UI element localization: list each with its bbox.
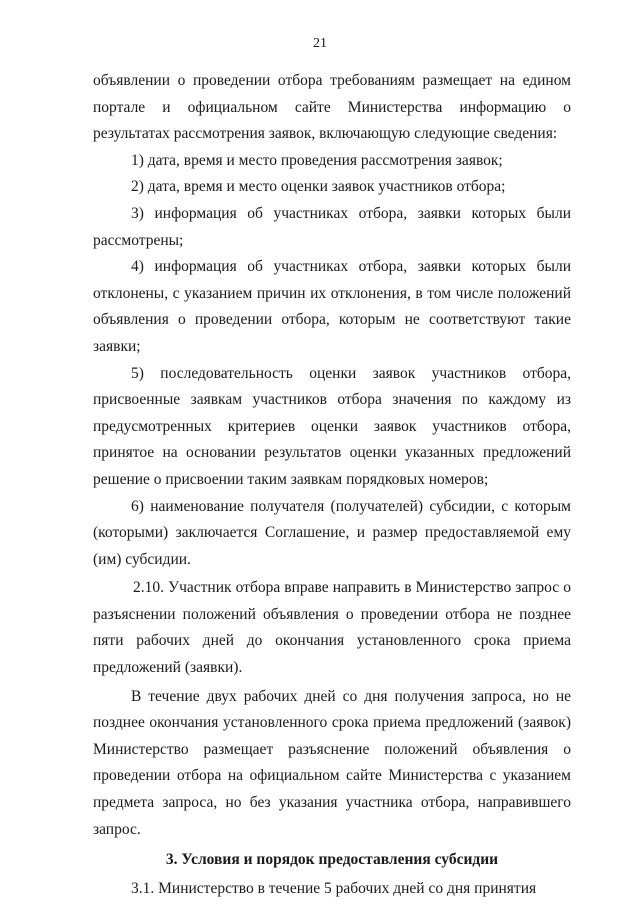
paragraph-clarification: В течение двух рабочих дней со дня получения запроса, но не позднее окончания установленного срока приема предложений (заявок) Министерство размещает разъяснение положений объявления о проведении отбора на официальном сайте Министерства с указанием предмета запроса, но без указания участника отбора, направившего запрос. (93, 687, 571, 838)
list-item-6: 6) наименование получателя (получателей) субсидии, с которым (которыми) заключается Соглашение, и размер предоставляемой ему (им) субсидии. (93, 497, 571, 568)
paragraph-results-intro: объявлении о проведении отбора требованиям размещает на едином портале и официальном сайте Министерства информацию о результатах рассмотрения заявок, включающую следующие сведения: (93, 72, 571, 143)
document-body (93, 68, 571, 902)
list-item-4: 4) информация об участниках отбора, заявки которых были отклонены, с указанием причин их отклонения, в том числе положений объявления о проведении отбора, которым не соответствуют такие заявки; (93, 258, 571, 355)
list-item-3: 3) информация об участниках отбора, заявки которых были рассмотрены; (93, 204, 571, 249)
paragraph-3-1: 3.1. Министерство в течение 5 рабочих дней со дня принятия (131, 879, 537, 897)
paragraph-2-10: 2.10. Участник отбора вправе направить в Министерство запрос о разъяснении положений объявления о проведении отбора не позднее пяти рабочих дней до окончания установленного срока приема предложений (заявки). (93, 579, 571, 677)
list-item-1: 1) дата, время и место проведения рассмотрения заявок; (131, 151, 503, 169)
list-item-5: 5) последовательность оценки заявок участников отбора, присвоенные заявкам участников отбора значения по каждому из предусмотренных критериев оценки заявок участников отбора, принятое на основании результатов оценки указанных предложений решение о присвоении таким заявкам порядковых номеров; (93, 364, 571, 488)
list-item-2: 2) дата, время и место оценки заявок участников отбора; (131, 178, 506, 196)
page-number: 21 (313, 36, 327, 51)
section-heading: 3. Условия и порядок предоставления субсидии (165, 851, 499, 869)
